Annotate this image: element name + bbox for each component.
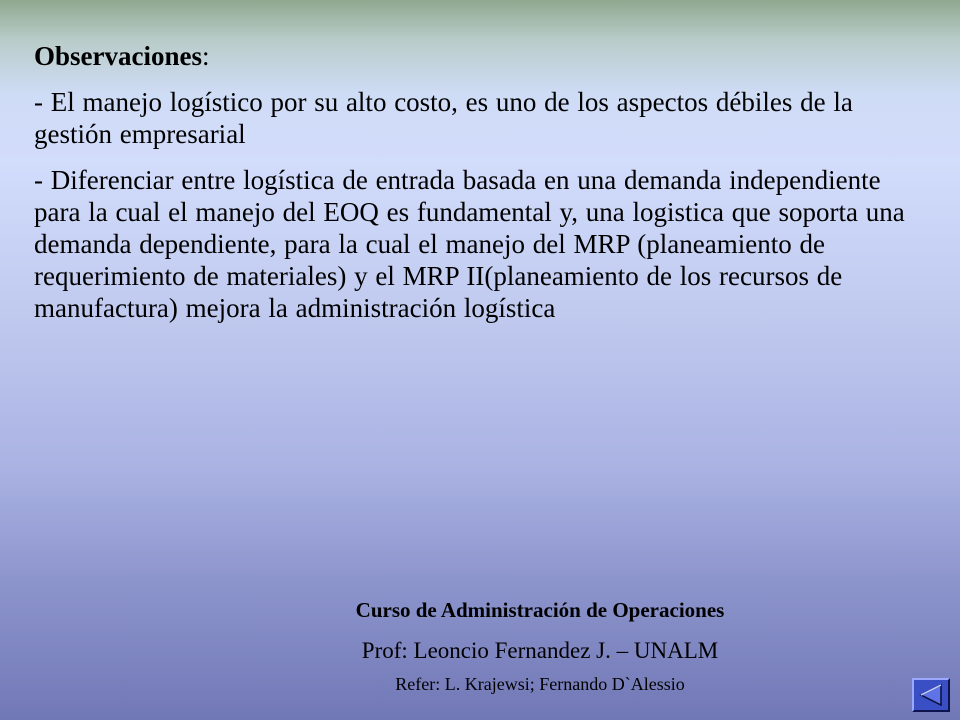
slide-content [34,40,924,338]
observation-paragraph-1: - El manejo logístico por su alto costo, es uno de los aspectos débiles de la gestión empresarial [34,87,853,149]
heading-title: Observaciones [34,41,202,71]
observation-paragraph-2: - Diferenciar entre logística de entrada basada en una demanda independiente para la cual el manejo del EOQ es fundamental y, una logistica que soporta una demanda dependiente, para la cual el manejo del MRP (planeamiento de requerimiento de materiales) y el MRP II(planeamiento de los recursos de manufactura) mejora la administración logística [34,165,905,323]
footer-professor: Prof: Leoncio Fernandez J. – UNALM [361,638,719,663]
previous-slide-button[interactable] [912,678,950,712]
footer-course: Curso de Administración de Operaciones [355,598,725,622]
slide-heading [34,40,924,72]
footer-reference: Refer: L. Krajewsi; Fernando D`Alessio [395,674,685,694]
heading-colon: : [202,41,210,71]
triangle-left-icon [917,683,945,707]
